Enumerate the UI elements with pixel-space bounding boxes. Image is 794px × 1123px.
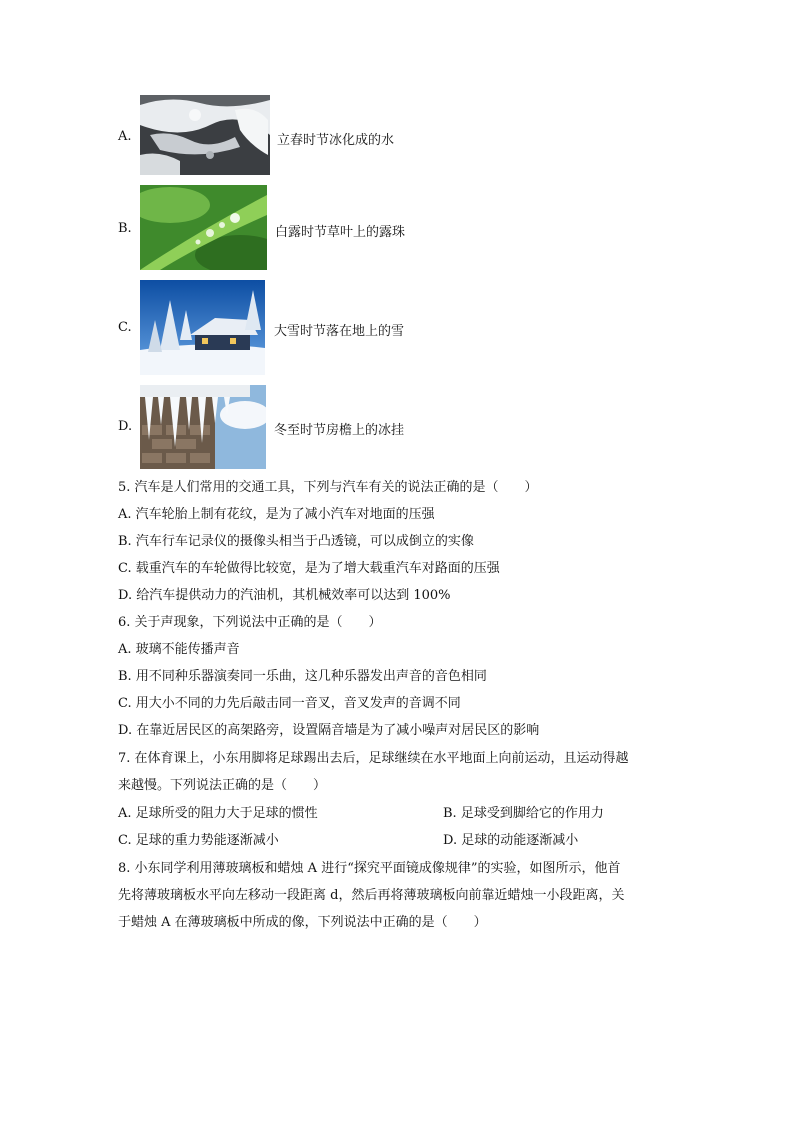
option-text: 大雪时节落在地上的雪 (274, 324, 405, 339)
option-letter: B. (118, 221, 132, 236)
question-6-option-d[interactable]: D. 在靠近居民区的高架路旁，设置隔音墙是为了减小噪声对居民区的影响 (118, 723, 540, 738)
option-c[interactable] (118, 280, 678, 370)
option-text: 冬至时节房檐上的冰挂 (274, 423, 405, 438)
question-8-line3: 于蜡烛 A 在薄玻璃板中所成的像，下列说法中正确的是（ ） (118, 915, 487, 930)
question-7-option-c[interactable]: C. 足球的重力势能逐渐减小 (118, 833, 279, 848)
question-5-option-b[interactable]: B. 汽车行车记录仪的摄像头相当于凸透镜，可以成倒立的实像 (118, 534, 474, 549)
question-5-option-a[interactable]: A. 汽车轮胎上制有花纹，是为了减小汽车对地面的压强 (118, 507, 435, 522)
option-a[interactable] (118, 95, 678, 185)
option-b[interactable] (118, 185, 678, 275)
snow-house-photo (140, 280, 265, 375)
question-5-option-d[interactable]: D. 给汽车提供动力的汽油机，其机械效率可以达到 100% (118, 588, 451, 603)
question-7-stem-line2: 来越慢。下列说法正确的是（ ） (118, 778, 327, 793)
option-letter: C. (118, 320, 132, 335)
question-5-stem: 5. 汽车是人们常用的交通工具，下列与汽车有关的说法正确的是（ ） (118, 480, 538, 495)
question-8-line2: 先将薄玻璃板水平向左移动一段距离 d，然后再将薄玻璃板向前靠近蜡烛一小段距离，关 (118, 888, 625, 903)
question-6-option-b[interactable]: B. 用不同种乐器演奏同一乐曲，这几种乐器发出声音的音色相同 (118, 669, 487, 684)
dew-on-grass-photo (140, 185, 267, 270)
question-7-option-d[interactable]: D. 足球的动能逐渐减小 (443, 833, 579, 848)
question-6-option-a[interactable]: A. 玻璃不能传播声音 (118, 642, 240, 657)
question-7-stem-line1: 7. 在体育课上，小东用脚将足球踢出去后，足球继续在水平地面上向前运动，且运动得越 (118, 751, 629, 766)
option-text: 白露时节草叶上的露珠 (275, 225, 406, 240)
option-d[interactable] (118, 385, 678, 475)
option-text: 立春时节冰化成的水 (277, 133, 395, 148)
melting-ice-photo (140, 95, 270, 175)
question-5-option-c[interactable]: C. 载重汽车的车轮做得比较宽，是为了增大载重汽车对路面的压强 (118, 561, 500, 576)
question-8-line1: 8. 小东同学利用薄玻璃板和蜡烛 A 进行“探究平面镜成像规律”的实验，如图所示，他首 (118, 861, 621, 876)
question-6-stem: 6. 关于声现象，下列说法中正确的是（ ） (118, 615, 382, 630)
question-6-option-c[interactable]: C. 用大小不同的力先后敲击同一音叉，音叉发声的音调不同 (118, 696, 461, 711)
question-7-option-a[interactable]: A. 足球所受的阻力大于足球的惯性 (118, 806, 318, 821)
option-letter: D. (118, 419, 133, 434)
icicles-photo (140, 385, 266, 469)
option-letter: A. (118, 129, 132, 144)
question-7-option-b[interactable]: B. 足球受到脚给它的作用力 (443, 806, 604, 821)
